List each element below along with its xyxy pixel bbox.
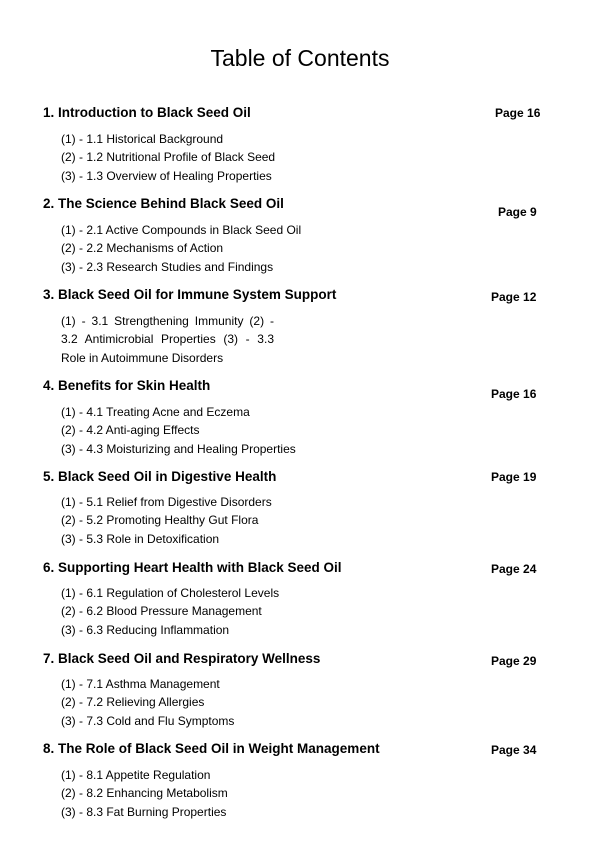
page-title: Table of Contents xyxy=(210,45,390,71)
list-item[interactable]: (3) - 6.3 Reducing Inflammation xyxy=(61,622,230,637)
chapter-2-sections xyxy=(61,221,301,276)
list-item[interactable]: (2) - 6.2 Blood Pressure Management xyxy=(61,604,262,619)
chapter-6-heading[interactable]: 6. Supporting Heart Health with Black Seed Oil xyxy=(43,560,342,575)
list-item[interactable]: (3) - 5.3 Role in Detoxification xyxy=(61,531,220,546)
list-item[interactable]: (1) - 2.1 Active Compounds in Black Seed Oil xyxy=(61,223,302,237)
chapter-2-page[interactable]: Page 9 xyxy=(498,205,537,219)
chapter-6-page[interactable]: Page 24 xyxy=(491,562,537,576)
chapter-8-sections xyxy=(61,766,228,821)
chapter-4-sections xyxy=(61,403,296,458)
list-item[interactable]: (1) - 3.1 Strengthening Immunity (2) - xyxy=(61,314,274,328)
chapter-1-sections xyxy=(61,130,275,185)
chapter-3-heading[interactable]: 3. Black Seed Oil for Immune System Support xyxy=(43,287,337,302)
chapter-1-page[interactable]: Page 16 xyxy=(495,106,541,120)
list-item[interactable]: (3) - 7.3 Cold and Flu Symptoms xyxy=(61,713,235,728)
chapter-4-heading[interactable]: 4. Benefits for Skin Health xyxy=(43,378,211,393)
list-item[interactable]: (2) - 5.2 Promoting Healthy Gut Flora xyxy=(61,513,259,528)
list-item[interactable]: (1) - 6.1 Regulation of Cholesterol Levels xyxy=(61,586,280,600)
chapter-8-page[interactable]: Page 34 xyxy=(491,743,537,757)
chapter-5-sections xyxy=(61,493,272,548)
list-item[interactable]: (2) - 4.2 Anti-aging Effects xyxy=(61,423,200,438)
list-item[interactable]: (3) - 8.3 Fat Burning Properties xyxy=(61,804,227,819)
chapter-7-page[interactable]: Page 29 xyxy=(491,654,537,668)
list-item[interactable]: (3) - 4.3 Moisturizing and Healing Properties xyxy=(61,441,296,456)
list-item[interactable]: (2) - 8.2 Enhancing Metabolism xyxy=(61,786,228,801)
list-item[interactable]: (2) - 1.2 Nutritional Profile of Black Seed xyxy=(61,150,276,165)
list-item[interactable]: (1) - 7.1 Asthma Management xyxy=(61,677,220,691)
chapter-2-heading[interactable]: 2. The Science Behind Black Seed Oil xyxy=(43,196,284,211)
chapter-3-page[interactable]: Page 12 xyxy=(491,290,537,304)
chapter-6-sections xyxy=(61,584,279,639)
chapter-3-sections xyxy=(61,312,274,367)
list-item[interactable]: (1) - 4.1 Treating Acne and Eczema xyxy=(61,405,250,419)
list-item[interactable]: (2) - 7.2 Relieving Allergies xyxy=(61,695,205,710)
list-item[interactable]: (1) - 5.1 Relief from Digestive Disorders xyxy=(61,495,272,509)
list-item[interactable]: (1) - 1.1 Historical Background xyxy=(61,132,224,146)
chapter-4-page[interactable]: Page 16 xyxy=(491,387,537,401)
list-item[interactable]: (1) - 8.1 Appetite Regulation xyxy=(61,768,211,782)
list-item[interactable]: (2) - 2.2 Mechanisms of Action xyxy=(61,241,224,256)
chapter-5-page[interactable]: Page 19 xyxy=(491,470,537,484)
chapter-7-sections xyxy=(61,675,234,730)
list-item[interactable]: (3) - 2.3 Research Studies and Findings xyxy=(61,259,274,274)
chapter-7-heading[interactable]: 7. Black Seed Oil and Respiratory Wellness xyxy=(43,651,321,666)
list-item[interactable]: 3.2 Antimicrobial Properties (3) - 3.3 xyxy=(61,332,274,347)
list-item[interactable]: (3) - 1.3 Overview of Healing Properties xyxy=(61,168,272,183)
chapter-5-heading[interactable]: 5. Black Seed Oil in Digestive Health xyxy=(43,469,277,484)
list-item[interactable]: Role in Autoimmune Disorders xyxy=(61,350,224,365)
chapter-8-heading[interactable]: 8. The Role of Black Seed Oil in Weight Management xyxy=(43,741,380,756)
chapter-1-heading[interactable]: 1. Introduction to Black Seed Oil xyxy=(43,105,251,120)
